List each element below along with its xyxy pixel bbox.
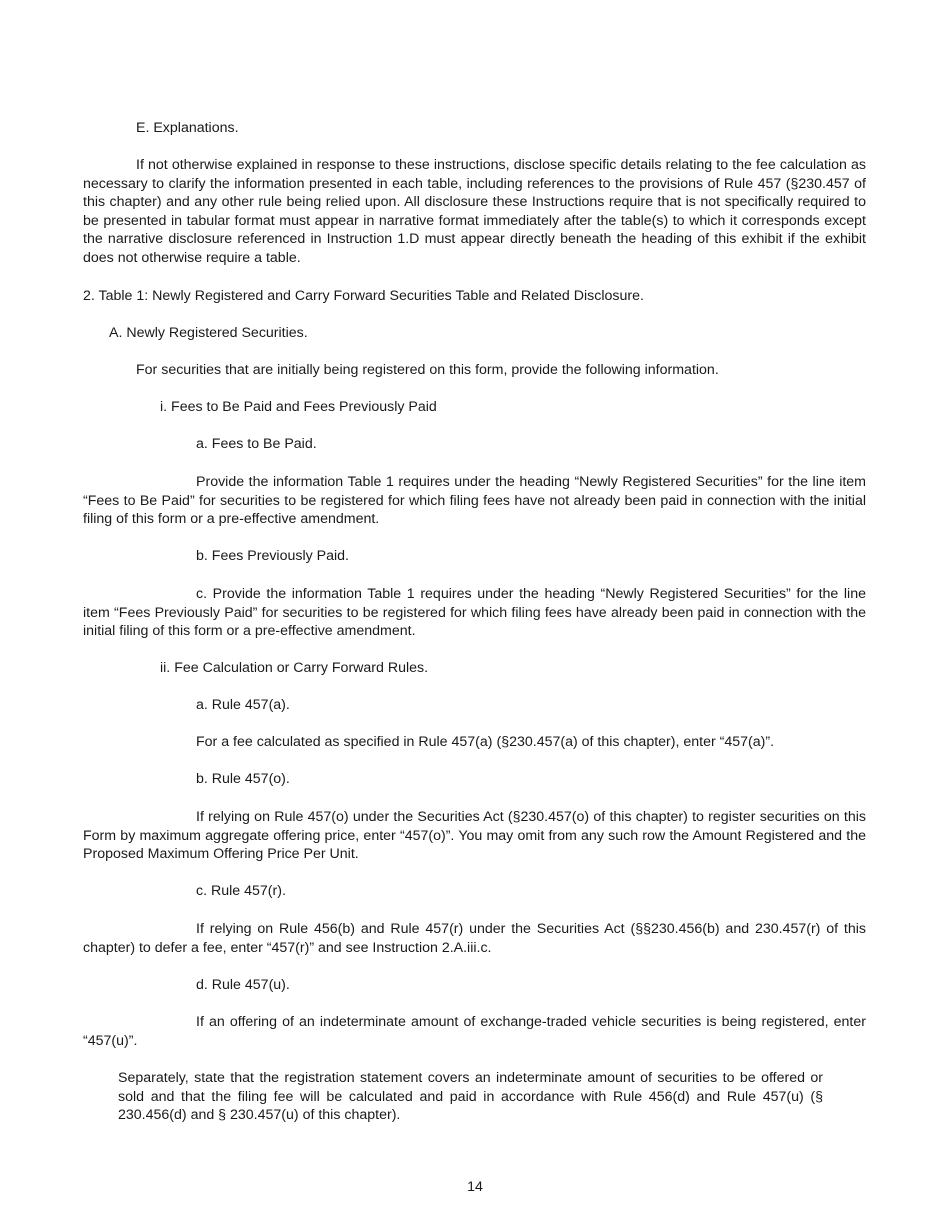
fees-previously-paid-paragraph [83,585,866,641]
page-number: 14 [467,1179,483,1195]
fee-calculation-heading: ii. Fee Calculation or Carry Forward Rules. [160,660,429,676]
rule-457a-text: For a fee calculated as specified in Rule 457(a) (§230.457(a) of this chapter), enter “457(a)”. [196,734,775,750]
rule-457r-heading: c. Rule 457(r). [196,883,286,899]
newly-registered-intro: For securities that are initially being registered on this form, provide the following information. [136,362,719,378]
separately-text: Separately, state that the registration statement covers an indeterminate amount of securities to be offered or sold and that the filing fee will be calculated and paid in accordance with Rule 456(d) and Rule 457(u) (§ 230.456(d) and § 230.457(u) of this chapter). [118,1070,823,1124]
separately-paragraph [118,1069,823,1125]
explanations-paragraph [83,156,866,268]
fees-to-be-paid-heading: a. Fees to Be Paid. [196,436,317,452]
explanations-text: If not otherwise explained in response to these instructions, disclose specific details relating to the fee calculation as necessary to clarify the information presented in each table, including references to the provisions of Rule 457 (§230.457 of this chapter) and any other rule being relied upon. All disclosure these Instructions require that is not specifically required to be presented in tabular format must appear in narrative format immediately after the table(s) to which it corresponds except the narrative disclosure referenced in Instruction 1.D must appear directly beneath the heading of this exhibit if the exhibit does not otherwise require a table. [83,157,866,266]
rule-457u-paragraph [83,1013,866,1050]
fees-previously-paid-text: c. Provide the information Table 1 requires under the heading “Newly Registered Securities” for the line item “Fees Previously Paid” for securities to be registered for which filing fees have already been paid in connection with the initial filing of this form or a pre-effective amendment. [83,586,866,640]
rule-457u-heading: d. Rule 457(u). [196,977,290,993]
rule-457o-paragraph [83,808,866,864]
section-2-heading: 2. Table 1: Newly Registered and Carry Forward Securities Table and Related Disclosure. [83,288,644,304]
rule-457r-text: If relying on Rule 456(b) and Rule 457(r) under the Securities Act (§§230.456(b) and 230.457(r) of this chapter) to defer a fee, enter “457(r)” and see Instruction 2.A.iii.c. [83,921,866,956]
newly-registered-heading: A. Newly Registered Securities. [109,325,308,341]
fees-paid-heading: i. Fees to Be Paid and Fees Previously Paid [160,399,437,415]
rule-457r-paragraph [83,920,866,957]
rule-457o-heading: b. Rule 457(o). [196,771,290,787]
rule-457a-heading: a. Rule 457(a). [196,697,290,713]
fees-to-be-paid-paragraph [83,473,866,529]
fees-previously-paid-heading: b. Fees Previously Paid. [196,548,349,564]
rule-457o-text: If relying on Rule 457(o) under the Securities Act (§230.457(o) of this chapter) to register securities on this Form by maximum aggregate offering price, enter “457(o)”. You may omit from any such row the Amount Registered and the Proposed Maximum Offering Price Per Unit. [83,809,866,863]
explanations-heading: E. Explanations. [136,120,239,136]
rule-457u-text: If an offering of an indeterminate amount of exchange-traded vehicle securities is being registered, enter “457(u)”. [83,1014,866,1049]
fees-to-be-paid-text: Provide the information Table 1 requires under the heading “Newly Registered Securities” for the line item “Fees to Be Paid” for securities to be registered for which filing fees have not already been paid in connection with the initial filing of this form or a pre-effective amendment. [83,474,866,528]
